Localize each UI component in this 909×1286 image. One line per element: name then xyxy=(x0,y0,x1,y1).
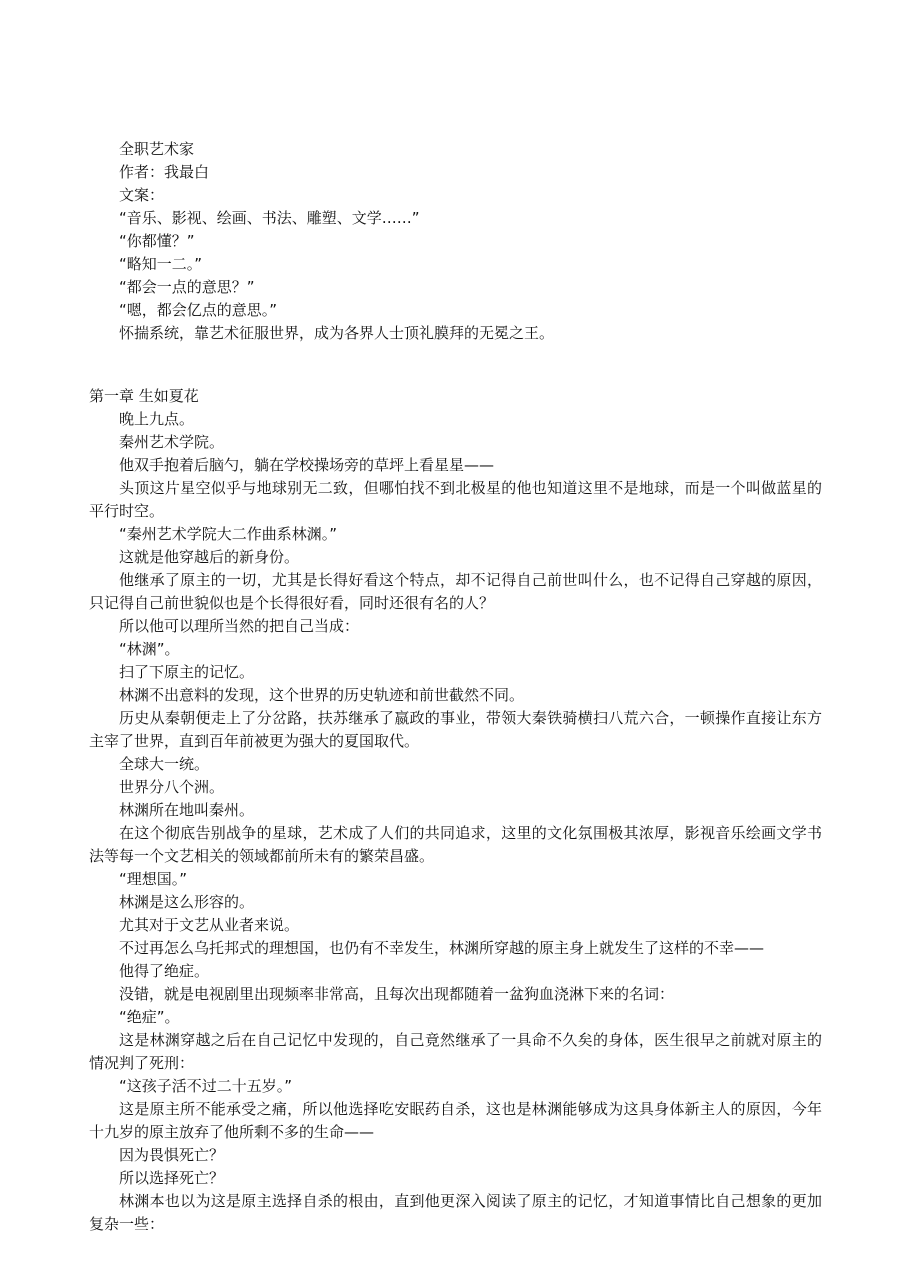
paragraph: “这孩子活不过二十五岁。” xyxy=(119,1077,293,1095)
blurb-line: “都会一点的意思？” xyxy=(119,278,255,296)
paragraph: 这是林渊穿越之后在自己记忆中发现的，自己竟然继承了一具命不久矣的身体，医生很早之前就对原主的情况判了死刑： xyxy=(89,1031,822,1072)
paragraph: 林渊不出意料的发现，这个世界的历史轨迹和前世截然不同。 xyxy=(119,686,525,704)
paragraph: 秦州艺术学院。 xyxy=(119,433,225,451)
paragraph: “绝症”。 xyxy=(119,1008,180,1026)
paragraph: 头顶这片星空似乎与地球别无二致，但哪怕找不到北极星的他也知道这里不是地球，而是一个叫做蓝星的平行时空。 xyxy=(89,479,822,520)
section-gap xyxy=(89,345,822,385)
blurb-label: 文案： xyxy=(119,186,165,204)
paragraph: 晚上九点。 xyxy=(119,410,195,428)
paragraph: 林渊是这么形容的。 xyxy=(119,893,255,911)
chapter-title: 第一章 生如夏花 xyxy=(89,387,199,405)
paragraph: 这就是他穿越后的新身份。 xyxy=(119,548,300,566)
paragraph: 林渊所在地叫秦州。 xyxy=(119,801,255,819)
paragraph: 在这个彻底告别战争的星球，艺术成了人们的共同追求，这里的文化氛围极其浓厚，影视音乐绘画文学书法等每一个文艺相关的领域都前所未有的繁荣昌盛。 xyxy=(89,824,822,865)
document-page xyxy=(89,138,822,1236)
paragraph: 不过再怎么乌托邦式的理想国，也仍有不幸发生，林渊所穿越的原主身上就发生了这样的不幸—— xyxy=(119,939,765,957)
paragraph: 所以选择死亡？ xyxy=(119,1169,225,1187)
blurb-line: “嗯，都会亿点的意思。” xyxy=(119,301,278,319)
blurb-line: “音乐、影视、绘画、书法、雕塑、文学……” xyxy=(119,209,420,227)
paragraph: 世界分八个洲。 xyxy=(119,778,225,796)
paragraph: 所以他可以理所当然的把自己当成： xyxy=(119,617,360,635)
paragraph: 他继承了原主的一切，尤其是长得好看这个特点，却不记得自己前世叫什么，也不记得自己穿越的原因，只记得自己前世貌似也是个长得很好看，同时还很有名的人？ xyxy=(89,571,822,612)
blurb-line: 怀揣系统，靠艺术征服世界，成为各界人士顶礼膜拜的无冕之王。 xyxy=(119,324,555,342)
paragraph: 尤其对于文艺从业者来说。 xyxy=(119,916,300,934)
paragraph: 这是原主所不能承受之痛，所以他选择吃安眠药自杀，这也是林渊能够成为这具身体新主人的原因，今年十九岁的原主放弃了他所剩不多的生命—— xyxy=(89,1100,822,1141)
paragraph: 他双手抱着后脑勺，躺在学校操场旁的草坪上看星星—— xyxy=(119,456,495,474)
author-line: 作者：我最白 xyxy=(119,163,210,181)
paragraph: 扫了下原主的记忆。 xyxy=(119,663,255,681)
paragraph: 因为畏惧死亡？ xyxy=(119,1146,225,1164)
paragraph: “理想国。” xyxy=(119,870,188,888)
paragraph: 他得了绝症。 xyxy=(119,962,210,980)
paragraph: 没错，就是电视剧里出现频率非常高，且每次出现都随着一盆狗血浇淋下来的名词： xyxy=(119,985,675,1003)
book-title: 全职艺术家 xyxy=(119,140,195,158)
paragraph: 全球大一统。 xyxy=(119,755,210,773)
paragraph: “秦州艺术学院大二作曲系林渊。” xyxy=(119,525,338,543)
paragraph: 历史从秦朝便走上了分岔路，扶苏继承了嬴政的事业，带领大秦铁骑横扫八荒六合，一顿操作直接让东方主宰了世界，直到百年前被更为强大的夏国取代。 xyxy=(89,709,822,750)
chapter-body xyxy=(89,408,822,1236)
blurb-line: “略知一二。” xyxy=(119,255,203,273)
paragraph: “林渊”。 xyxy=(119,640,180,658)
paragraph: 林渊本也以为这是原主选择自杀的根由，直到他更深入阅读了原主的记忆，才知道事情比自己想象的更加复杂一些： xyxy=(89,1192,822,1233)
blurb-line: “你都懂？” xyxy=(119,232,195,250)
